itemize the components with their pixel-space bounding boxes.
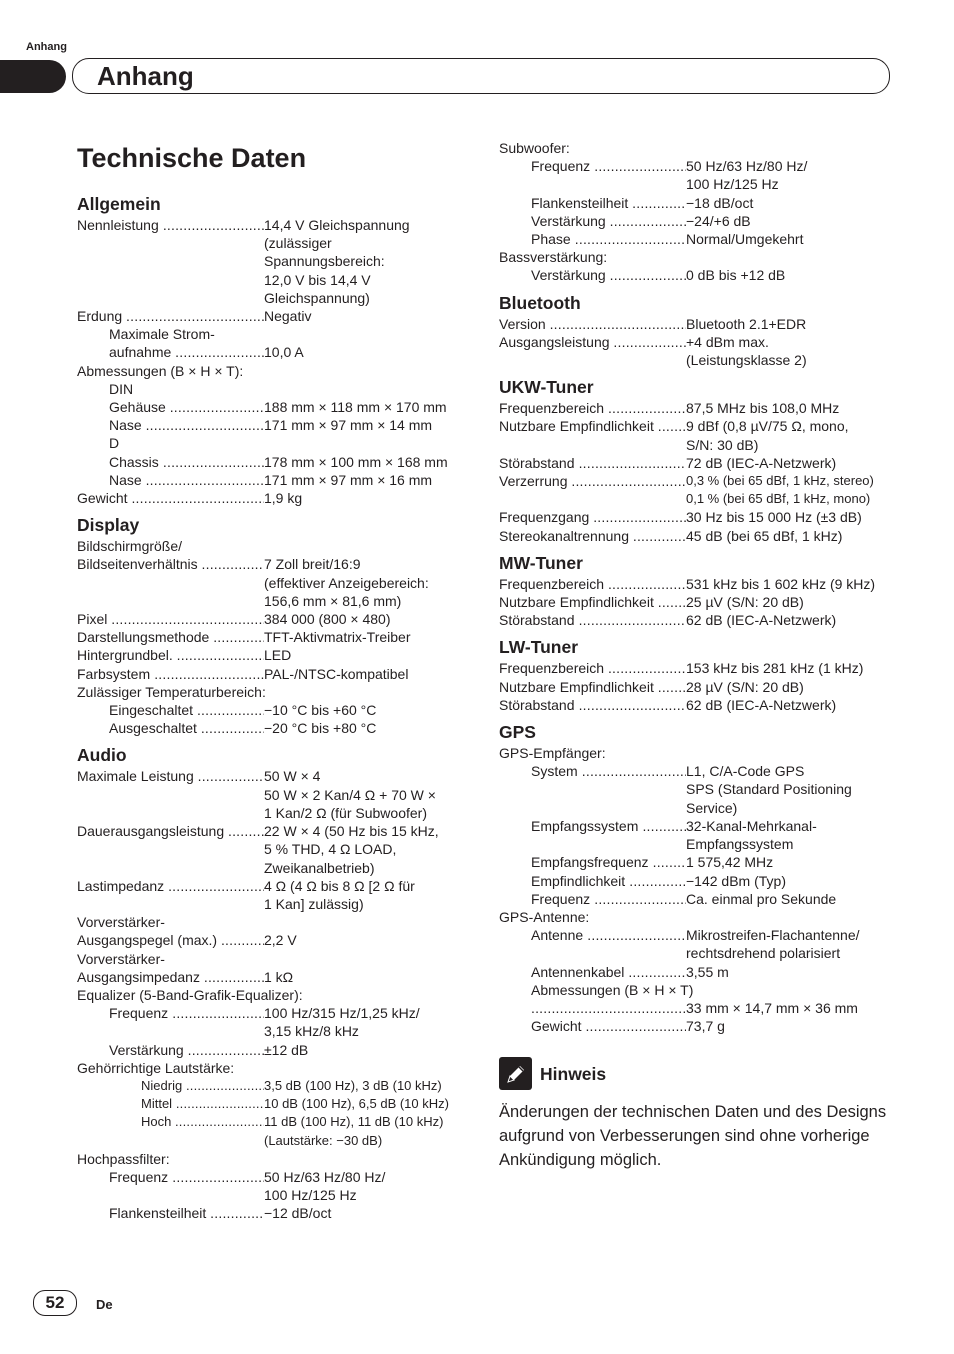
- spec-row: [499, 399, 899, 417]
- section-heading: LW-Tuner: [499, 637, 579, 658]
- spec-key: [531, 999, 686, 1017]
- spec-value: 10,0 A: [264, 344, 304, 361]
- spec-value: 9 dBf (0,8 µV/75 Ω, mono, S/N: 30 dB): [686, 418, 849, 453]
- spec-row: [77, 453, 477, 471]
- spec-row: [77, 719, 477, 737]
- spec-row: [77, 931, 477, 949]
- pencil-note-icon: [499, 1057, 532, 1090]
- spec-key: Stereokanaltrennung .....: [499, 527, 686, 545]
- spec-key: Dauerausgangsleistung .....: [77, 822, 264, 877]
- spec-value: 72 dB (IEC-A-Netzwerk): [686, 454, 837, 471]
- section-heading: Bluetooth: [499, 292, 581, 313]
- spec-key: Ausgangsimpedanz .....: [77, 968, 264, 986]
- spec-value: 10 dB (100 Hz), 6,5 dB (10 kHz): [264, 1096, 449, 1112]
- spec-key: Nutzbare Empfindlichkeit .....: [499, 678, 686, 696]
- spec-row: [499, 454, 899, 472]
- spec-row: [499, 678, 899, 696]
- note-title: Hinweis: [540, 1063, 607, 1084]
- spec-label: Bassverstärkung:: [499, 249, 608, 266]
- spec-key: Empfangssystem .....: [531, 817, 686, 853]
- spec-label: Hochpassfilter:: [77, 1150, 170, 1167]
- spec-row: [499, 194, 899, 212]
- spec-key: Ausgangsleistung .....: [499, 333, 686, 369]
- spec-label: Equalizer (5-Band-Grafik-Equalizer):: [77, 986, 303, 1003]
- spec-value: 0 dB bis +12 dB: [686, 267, 786, 284]
- spec-key: Nase .....: [109, 471, 264, 489]
- spec-key: Frequenzgang .....: [499, 508, 686, 526]
- spec-row: [77, 416, 477, 434]
- spec-row: [77, 767, 477, 822]
- spec-value: LED: [264, 647, 292, 664]
- spec-row: [77, 968, 477, 986]
- section-heading: GPS: [499, 722, 536, 743]
- spec-key: Ausgeschaltet .....: [109, 719, 264, 737]
- spec-label: Gehörrichtige Lautstärke:: [77, 1059, 235, 1076]
- spec-label: Vorverstärker-: [77, 914, 165, 931]
- spec-row: [77, 1004, 477, 1040]
- spec-label: GPS-Empfänger:: [499, 745, 606, 762]
- spec-value: −18 dB/oct: [686, 194, 754, 211]
- spec-row: [499, 659, 899, 677]
- spec-row: [77, 1168, 477, 1204]
- spec-row: [77, 1113, 477, 1149]
- spec-value: TFT-Aktivmatrix-Treiber: [264, 629, 411, 646]
- spec-value: 50 Hz/63 Hz/80 Hz/ 100 Hz/125 Hz: [686, 158, 808, 193]
- spec-row: [499, 1017, 899, 1035]
- spec-value: ±12 dB: [264, 1041, 309, 1058]
- spec-row: [77, 398, 477, 416]
- spec-key: Lastimpedanz .....: [77, 877, 264, 913]
- spec-value: Negativ: [264, 308, 312, 325]
- spec-key: Phase .....: [531, 230, 686, 248]
- spec-value: 33 mm × 14,7 mm × 36 mm: [686, 999, 858, 1016]
- spec-label: Maximale Strom-: [109, 326, 215, 343]
- spec-label: Abmessungen (B × H × T):: [77, 362, 244, 379]
- section-heading: Display: [77, 515, 140, 536]
- spec-row: [77, 665, 477, 683]
- spec-key: Maximale Leistung .....: [77, 767, 264, 822]
- spec-row: [499, 266, 899, 284]
- spec-value: 62 dB (IEC-A-Netzwerk): [686, 696, 837, 713]
- spec-value: −12 dB/oct: [264, 1205, 332, 1222]
- spec-key: Verstärkung .....: [109, 1041, 264, 1059]
- spec-label: Zulässiger Temperaturbereich:: [77, 683, 266, 700]
- spec-key: Frequenzbereich .....: [499, 659, 686, 677]
- spec-value: 50 Hz/63 Hz/80 Hz/ 100 Hz/125 Hz: [264, 1168, 386, 1204]
- spec-key: System .....: [531, 762, 686, 817]
- spec-row: [77, 822, 477, 877]
- spec-value: 3,55 m: [686, 963, 729, 980]
- spec-value: 7 Zoll breit/16:9 (effektiver Anzeigebereich: 156,6 mm × 81,6 mm): [264, 556, 429, 609]
- spec-row: [77, 1041, 477, 1059]
- spec-key: Farbsystem .....: [77, 665, 264, 683]
- right-column-specs: [499, 139, 899, 1035]
- spec-value: L1, C/A-Code GPS SPS (Standard Positioning Service): [686, 763, 852, 816]
- spec-key: Empfindlichkeit .....: [531, 872, 686, 890]
- spec-value: 73,7 g: [686, 1018, 725, 1035]
- spec-key: Störabstand .....: [499, 454, 686, 472]
- spec-key: Chassis .....: [109, 453, 264, 471]
- spec-row: [499, 762, 899, 817]
- spec-key: Nennleistung .....: [77, 216, 264, 307]
- spec-value: 1 575,42 MHz: [686, 854, 774, 871]
- spec-row: [77, 877, 477, 913]
- spec-row: [499, 333, 899, 369]
- spec-key: Hoch .....: [141, 1113, 264, 1149]
- spec-row: [499, 890, 899, 908]
- spec-row: [77, 610, 477, 628]
- spec-key: Frequenz .....: [109, 1004, 264, 1040]
- spec-value: 178 mm × 100 mm × 168 mm: [264, 453, 448, 470]
- spec-key: Frequenz .....: [531, 157, 686, 193]
- spec-row: [499, 508, 899, 526]
- spec-label: D: [109, 435, 120, 452]
- spec-value: −10 °C bis +60 °C: [264, 702, 377, 719]
- spec-row: [499, 157, 899, 193]
- language-code: De: [96, 1297, 113, 1312]
- spec-value: 62 dB (IEC-A-Netzwerk): [686, 612, 837, 629]
- spec-key: Gewicht .....: [77, 489, 264, 507]
- breadcrumb: Anhang: [26, 41, 67, 53]
- spec-label: Abmessungen (B × H × T): [531, 981, 694, 998]
- spec-row: [77, 489, 477, 507]
- spec-row: [499, 696, 899, 714]
- spec-row: [499, 999, 899, 1017]
- spec-key: Frequenz .....: [109, 1168, 264, 1204]
- spec-value: 45 dB (bei 65 dBf, 1 kHz): [686, 527, 843, 544]
- page-title: Technische Daten: [77, 143, 307, 173]
- spec-row: [499, 417, 899, 453]
- spec-row: [77, 628, 477, 646]
- spec-row: [499, 527, 899, 545]
- spec-label: GPS-Antenne:: [499, 908, 590, 925]
- spec-value: Mikrostreifen-Flachantenne/ rechtsdrehend polarisiert: [686, 927, 860, 962]
- spec-row: [77, 1077, 477, 1095]
- spec-value: 188 mm × 118 mm × 170 mm: [264, 399, 447, 416]
- spec-key: Empfangsfrequenz .....: [531, 853, 686, 871]
- spec-label: Vorverstärker-: [77, 950, 165, 967]
- spec-key: Störabstand .....: [499, 696, 686, 714]
- spec-key: Flankensteilheit .....: [109, 1204, 264, 1222]
- spec-row: [77, 701, 477, 719]
- spec-label: DIN: [109, 380, 134, 397]
- spec-row: [499, 315, 899, 333]
- section-tab-marker: [0, 60, 66, 93]
- section-title: Anhang: [97, 61, 194, 91]
- spec-value: 4 Ω (4 Ω bis 8 Ω [2 Ω für 1 Kan] zulässig): [264, 877, 415, 912]
- spec-row: [499, 872, 899, 890]
- spec-value: PAL-/NTSC-kompatibel: [264, 665, 409, 682]
- spec-key: Erdung .....: [77, 307, 264, 325]
- spec-value: 28 µV (S/N: 20 dB): [686, 678, 804, 695]
- spec-value: 2,2 V: [264, 932, 297, 949]
- spec-value: Ca. einmal pro Sekunde: [686, 890, 837, 907]
- spec-key: Pixel .....: [77, 610, 264, 628]
- spec-key: Verzerrung .....: [499, 472, 686, 508]
- spec-key: Frequenzbereich .....: [499, 399, 686, 417]
- spec-row: [77, 555, 477, 610]
- spec-row: [499, 926, 899, 962]
- spec-value: 100 Hz/315 Hz/1,25 kHz/ 3,15 kHz/8 kHz: [264, 1005, 420, 1040]
- spec-key: Antennenkabel .....: [531, 963, 686, 981]
- spec-row: [499, 963, 899, 981]
- spec-row: [499, 472, 899, 508]
- right-column: [499, 139, 899, 1172]
- spec-row: [77, 471, 477, 489]
- spec-value: 50 W × 4 50 W × 2 Kan/4 Ω + 70 W × 1 Kan/2 Ω (für Subwoofer): [264, 768, 436, 821]
- spec-key: Hintergrundbel. .....: [77, 646, 264, 664]
- spec-value: 32-Kanal-Mehrkanal- Empfangssystem: [686, 817, 817, 853]
- section-heading: UKW-Tuner: [499, 377, 594, 398]
- spec-label: Subwoofer:: [499, 140, 570, 156]
- spec-key: Verstärkung .....: [531, 212, 686, 230]
- spec-row: [499, 575, 899, 593]
- spec-key: Frequenz .....: [531, 890, 686, 908]
- spec-row: [77, 1204, 477, 1222]
- section-heading: Audio: [77, 745, 127, 766]
- spec-key: Bildseitenverhältnis .....: [77, 555, 264, 610]
- spec-key: Nase .....: [109, 416, 264, 434]
- spec-key: Störabstand .....: [499, 611, 686, 629]
- spec-value: 1 kΩ: [264, 968, 294, 985]
- spec-key: Verstärkung .....: [531, 266, 686, 284]
- spec-row: [77, 646, 477, 664]
- spec-key: Ausgangspegel (max.) .....: [77, 931, 264, 949]
- spec-row: [77, 307, 477, 325]
- spec-row: [499, 853, 899, 871]
- spec-key: Version .....: [499, 315, 686, 333]
- spec-value: 0,3 % (bei 65 dBf, 1 kHz, stereo) 0,1 % (bei 65 dBf, 1 kHz, mono): [686, 473, 874, 507]
- section-header-bar: [72, 58, 890, 94]
- spec-value: 171 mm × 97 mm × 14 mm: [264, 417, 433, 434]
- spec-value: 87,5 MHz bis 108,0 MHz: [686, 400, 840, 417]
- spec-value: 153 kHz bis 281 kHz (1 kHz): [686, 660, 864, 677]
- spec-value: 14,4 V Gleichspannung (zulässiger Spannungsbereich: 12,0 V bis 14,4 V Gleichspannung): [264, 217, 410, 306]
- spec-row: [499, 212, 899, 230]
- spec-value: 22 W × 4 (50 Hz bis 15 kHz, 5 % THD, 4 Ω LOAD, Zweikanalbetrieb): [264, 823, 439, 876]
- spec-value: 11 dB (100 Hz), 11 dB (10 kHz) (Lautstärke: −30 dB): [264, 1114, 444, 1148]
- spec-value: 171 mm × 97 mm × 16 mm: [264, 471, 433, 488]
- spec-value: +4 dBm max. (Leistungsklasse 2): [686, 333, 807, 369]
- spec-key: Gewicht .....: [531, 1017, 686, 1035]
- spec-row: [499, 611, 899, 629]
- spec-value: 1,9 kg: [264, 490, 303, 507]
- spec-row: [77, 1095, 477, 1113]
- spec-value: 384 000 (800 × 480): [264, 611, 391, 628]
- spec-value: 531 kHz bis 1 602 kHz (9 kHz): [686, 575, 876, 592]
- section-heading: MW-Tuner: [499, 552, 583, 573]
- left-column: [77, 192, 477, 1223]
- spec-value: Bluetooth 2.1+EDR: [686, 315, 807, 332]
- section-heading: Allgemein: [77, 194, 161, 214]
- spec-key: Nutzbare Empfindlichkeit .....: [499, 593, 686, 611]
- spec-key: Darstellungsmethode .....: [77, 628, 264, 646]
- note-header: [499, 1057, 899, 1090]
- spec-key: Mittel .....: [141, 1095, 264, 1113]
- spec-label: Bildschirmgröße/: [77, 538, 183, 555]
- spec-value: 3,5 dB (100 Hz), 3 dB (10 kHz): [264, 1077, 442, 1093]
- spec-key: aufnahme .....: [109, 343, 264, 361]
- spec-row: [499, 593, 899, 611]
- page-number: 52: [33, 1290, 77, 1316]
- spec-value: −20 °C bis +80 °C: [264, 720, 377, 737]
- spec-key: Frequenzbereich .....: [499, 575, 686, 593]
- spec-row: [499, 230, 899, 248]
- note-text: Änderungen der technischen Daten und des Designs aufgrund von Verbesserungen sind ohne vorherige Ankündigung möglich.: [499, 1103, 887, 1170]
- spec-key: Nutzbare Empfindlichkeit .....: [499, 417, 686, 453]
- spec-key: Flankensteilheit .....: [531, 194, 686, 212]
- spec-key: Gehäuse .....: [109, 398, 264, 416]
- spec-key: Niedrig .....: [141, 1077, 264, 1095]
- spec-row: [77, 216, 477, 307]
- spec-row: [77, 343, 477, 361]
- spec-value: 25 µV (S/N: 20 dB): [686, 594, 804, 611]
- spec-value: 30 Hz bis 15 000 Hz (±3 dB): [686, 509, 862, 526]
- spec-value: −142 dBm (Typ): [686, 872, 786, 889]
- spec-value: −24/+6 dB: [686, 212, 751, 229]
- spec-row: [499, 817, 899, 853]
- spec-value: Normal/Umgekehrt: [686, 231, 804, 248]
- spec-key: Eingeschaltet .....: [109, 701, 264, 719]
- spec-key: Antenne .....: [531, 926, 686, 962]
